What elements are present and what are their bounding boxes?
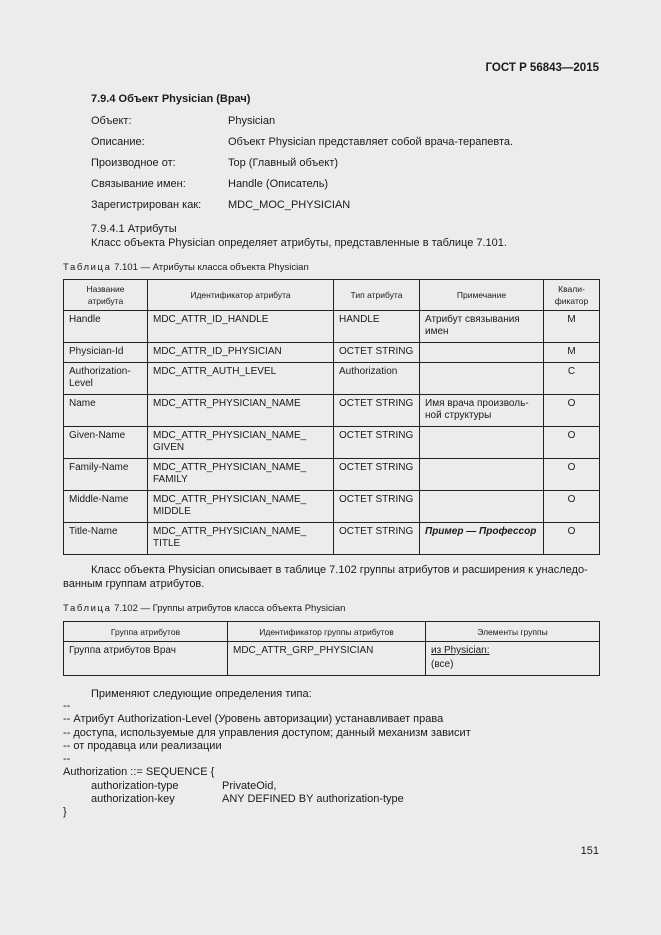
table-cell: Группа атрибутов Врач [64, 642, 228, 676]
table-cell: Имя врача произволь-ной структуры [420, 395, 544, 427]
table-cell: Middle-Name [64, 491, 148, 523]
definition-value: MDC_MOC_PHYSICIAN [228, 198, 351, 211]
table-header-row [64, 622, 600, 642]
table-cell: O [544, 395, 600, 427]
table-cell: O [544, 523, 600, 555]
table-row [64, 523, 600, 555]
group-elements-link: из Physician: [431, 645, 490, 656]
table-row [64, 395, 600, 427]
table-cell: HANDLE [334, 311, 420, 343]
table-cell: Physician-Id [64, 343, 148, 363]
table-101-caption [63, 262, 309, 273]
table-cell: MDC_ATTR_PHYSICIAN_NAME_ FAMILY [148, 459, 334, 491]
group-elements-all: (все) [431, 659, 454, 670]
table-row [64, 363, 600, 395]
definition-row [91, 132, 513, 153]
table-cell: Authorization [334, 363, 420, 395]
definition-row [91, 111, 513, 132]
code-field-name: authorization-type [91, 779, 179, 792]
table-cell: OCTET STRING [334, 523, 420, 555]
definition-value: Top (Главный объект) [228, 156, 339, 169]
table-cell-example: Пример — Профессор [420, 523, 544, 555]
table-cell: OCTET STRING [334, 395, 420, 427]
table-cell: Family-Name [64, 459, 148, 491]
types-paragraph: Применяют следующие определения типа: [91, 688, 312, 700]
table-row [64, 459, 600, 491]
code-comment-line: -- [63, 700, 71, 712]
table-row [64, 311, 600, 343]
table-cell [426, 642, 600, 676]
column-header: Квали-фикатор [544, 280, 600, 311]
code-close: } [63, 806, 67, 819]
table-cell: O [544, 459, 600, 491]
table-cell [420, 427, 544, 459]
code-comment-line: -- Атрибут Authorization-Level (Уровень авторизации) устанавливает права [63, 713, 444, 726]
table-101 [63, 279, 600, 555]
column-header: Идентификатор группы атрибутов [228, 622, 426, 642]
table-cell: OCTET STRING [334, 459, 420, 491]
column-header: Название атрибута [64, 280, 148, 311]
code-field [63, 793, 471, 806]
table-cell: MDC_ATTR_PHYSICIAN_NAME_ MIDDLE [148, 491, 334, 523]
column-header: Группа атрибутов [64, 622, 228, 642]
table-cell [420, 363, 544, 395]
table-cell: O [544, 491, 600, 523]
column-header: Идентификатор атрибута [148, 280, 334, 311]
table-cell [420, 491, 544, 523]
table-cell: MDC_ATTR_PHYSICIAN_NAME [148, 395, 334, 427]
table-cell: Title-Name [64, 523, 148, 555]
table-cell: MDC_ATTR_PHYSICIAN_NAME_ GIVEN [148, 427, 334, 459]
column-header: Примечание [420, 280, 544, 311]
page-number: 151 [580, 845, 599, 857]
table-cell: C [544, 363, 600, 395]
table-cell: OCTET STRING [334, 427, 420, 459]
caption-prefix: Таблица [63, 603, 112, 614]
table-cell [420, 459, 544, 491]
table-header-row [64, 280, 600, 311]
definition-key: Связывание имен: [91, 177, 186, 190]
code-comment-line: -- доступа, используемые для управления доступом; данный механизм зависит [63, 726, 471, 739]
table-cell: Authorization-Level [64, 363, 148, 395]
table-cell: O [544, 427, 600, 459]
definition-value: Handle (Описатель) [228, 177, 329, 190]
definition-value: Объект Physician представляет собой врача-терапевта. [228, 136, 514, 149]
table-row [64, 491, 600, 523]
table-cell: Handle [64, 311, 148, 343]
table-row [64, 427, 600, 459]
code-comment-line: -- от продавца или реализации [63, 739, 222, 752]
definition-key: Объект: [91, 115, 132, 128]
table-cell [420, 343, 544, 363]
groups-paragraph: Класс объекта Physician описывает в таблице 7.102 группы атрибутов и расширения к унаследо-ванным группам атрибутов. [63, 564, 588, 590]
code-field-name: authorization-key [91, 793, 175, 806]
code-comment-line: -- [63, 753, 71, 766]
column-header: Элементы группы [426, 622, 600, 642]
definition-key: Зарегистрирован как: [91, 198, 202, 211]
table-cell: M [544, 343, 600, 363]
table-cell: MDC_ATTR_PHYSICIAN_NAME_ TITLE [148, 523, 334, 555]
standard-number: ГОСТ Р 56843—2015 [485, 62, 599, 74]
table-cell: Given-Name [64, 427, 148, 459]
definition-value: Physician [228, 115, 276, 128]
code-field-type: ANY DEFINED BY authorization-type [222, 793, 404, 806]
table-cell: MDC_ATTR_ID_PHYSICIAN [148, 343, 334, 363]
table-102-caption [63, 603, 345, 614]
table-cell: MDC_ATTR_GRP_PHYSICIAN [228, 642, 426, 676]
code-field [63, 780, 471, 793]
subsection-text: Класс объекта Physician определяет атрибуты, представленные в таблице 7.101. [91, 237, 507, 249]
code-field-type: PrivateOid, [222, 779, 277, 792]
definition-key: Описание: [91, 136, 145, 149]
table-row [64, 343, 600, 363]
subsection-title: 7.9.4.1 Атрибуты [91, 223, 177, 235]
caption-prefix: Таблица [63, 262, 112, 273]
definition-key: Производное от: [91, 156, 176, 169]
definition-row [91, 173, 513, 194]
asn1-code-block [63, 700, 471, 820]
caption-text: 7.102 — Группы атрибутов класса объекта Physician [111, 603, 346, 614]
section-title: 7.9.4 Объект Physician (Врач) [91, 93, 251, 105]
table-cell: MDC_ATTR_AUTH_LEVEL [148, 363, 334, 395]
definition-list [91, 111, 513, 215]
column-header: Тип атрибута [334, 280, 420, 311]
definition-row [91, 194, 513, 215]
table-cell: OCTET STRING [334, 491, 420, 523]
table-102 [63, 621, 600, 676]
table-cell: Name [64, 395, 148, 427]
caption-text: 7.101 — Атрибуты класса объекта Physician [111, 262, 309, 273]
table-cell: M [544, 311, 600, 343]
definition-row [91, 153, 513, 174]
table-row [64, 642, 600, 676]
table-cell: Атрибут связывания имен [420, 311, 544, 343]
table-cell: MDC_ATTR_ID_HANDLE [148, 311, 334, 343]
table-cell: OCTET STRING [334, 343, 420, 363]
code-declaration: Authorization ::= SEQUENCE { [63, 766, 215, 779]
